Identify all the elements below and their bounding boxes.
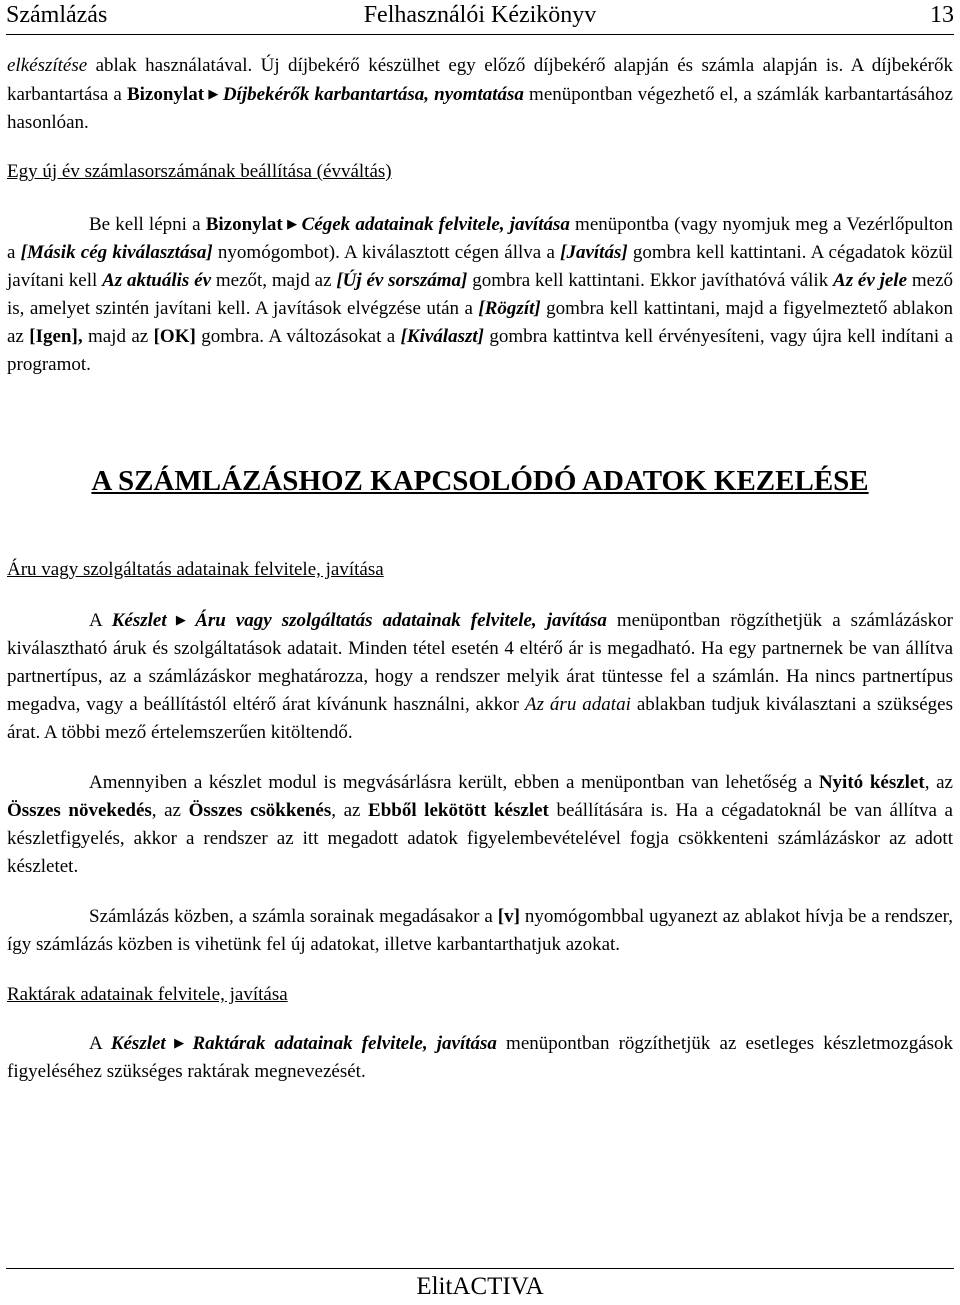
- paragraph-szamlazas-kozben: Számlázás közben, a számla sorainak megadásakor a [v] nyomógombbal ugyanezt az ablakot hívja be a rendszer, így számlázás közben is vihetünk fel új adatokat, illetve karbantarthatjuk azokat.: [7, 906, 953, 955]
- heading-evvaltas: Egy új év számlasorszámának beállítása (évváltás): [7, 161, 392, 182]
- paragraph-evvaltas: Be kell lépni a Bizonylat ▶ Cégek adatainak felvitele, javítása menüpontba (vagy nyomjuk meg a Vezérlőpulton a [Másik cég kiválasztása] nyomógombot). A kiválasztott cégen állva a [Javítás] gombra kell kattintani. A cégadatok közül javítani kell Az aktuális év mezőt, majd az [Új év sorszáma] gombra kell kattintani. Ekkor javíthatóvá válik Az év jele mező is, amelyet szintén javítani kell. A javítások elvégzése után a [Rögzít] gombra kell kattintani, majd a figyelmeztető ablakon az [Igen], majd az [OK] gombra. A változásokat a [Kiválaszt] gombra kattintva kell érvényesíteni, vagy újra kell indítani a programot.: [7, 214, 954, 375]
- header-manual-title: Felhasználói Kézikönyv: [363, 2, 597, 28]
- paragraph-dijbekero: elkészítése ablak használatával. Új díjbekérő készülhet egy előző díjbekérő alapján és számla alapján is. A díjbekérők karbantartása a Bizonylat ▶ Díjbekérők karbantartása, nyomtatása menüpontban végezhető el, a számlák karbantartásához hasonlóan.: [7, 55, 953, 133]
- page-number: 13: [930, 2, 954, 28]
- footer-product-name: ElitACTIVA: [416, 1273, 544, 1300]
- paragraph-aru: A Készlet ▶ Áru vagy szolgáltatás adatainak felvitele, javítása menüpontban rögzíthetjük a számlázáskor kiválasztható áruk és szolgáltatások adatait. Minden tétel esetén 4 eltérő ár is megadható. Ha egy partnernek be van állítva partnertípus, az a számlázáskor meghatározza, hogy a rendszer melyik árat tüntesse fel a számlán. Ha nincs partnertípus megadva, vagy a beállítástól eltérő árat kívánunk használni, akkor Az áru adatai ablakban tudjuk kiválasztani a szükséges árat. A többi mező értelemszerűen kitöltendő.: [7, 610, 954, 743]
- paragraph-keszlet: Amennyiben a készlet modul is megvásárlásra került, ebben a menüpontban van lehetőség a Nyitó készlet, az Összes növekedés, az Összes csökkenés, az Ebből lekötött készlet beállítására is. Ha a cégadatoknál be van állítva a készletfigyelés, akkor a rendszer az itt megadott adatok figyelembevételével fogja csökkenteni számlázáskor az adott készletet.: [7, 772, 953, 877]
- heading-raktar: Raktárak adatainak felvitele, javítása: [7, 984, 288, 1005]
- page-footer: [6, 1268, 954, 1302]
- menu-arrow-icon: ▶: [169, 1035, 189, 1050]
- section-title: A SZÁMLÁZÁSHOZ KAPCSOLÓDÓ ADATOK KEZELÉSE: [91, 465, 869, 497]
- page-header: [6, 0, 954, 35]
- menu-arrow-icon: ▶: [170, 612, 192, 627]
- page-content: [7, 52, 953, 1086]
- heading-aru: Áru vagy szolgáltatás adatainak felvitele, javítása: [7, 559, 384, 580]
- header-title: Számlázás: [6, 2, 108, 28]
- menu-arrow-icon: ▶: [286, 216, 298, 231]
- paragraph-raktar: A Készlet ▶ Raktárak adatainak felvitele, javítása menüpontban rögzíthetjük az esetleges készletmozgások figyeléséhez szükséges raktárak megnevezését.: [7, 1033, 954, 1082]
- menu-arrow-icon: ▶: [208, 86, 219, 101]
